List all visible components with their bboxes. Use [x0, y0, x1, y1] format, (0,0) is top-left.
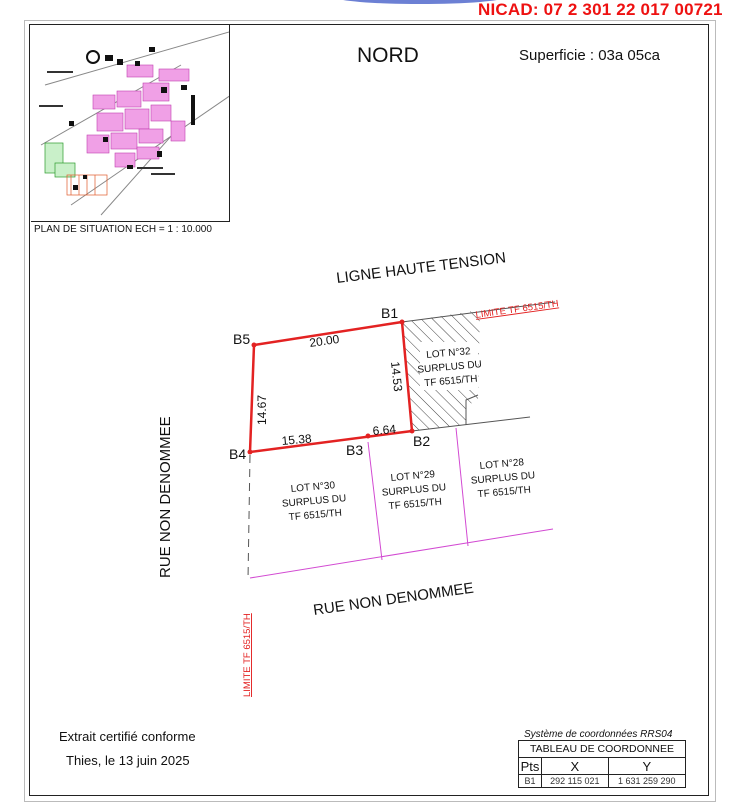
street-south-label: RUE NON DENOMMEE [312, 579, 475, 619]
coordinate-table [518, 740, 686, 788]
coordinate-table-title: TABLEAU DE COORDONNEE [519, 741, 686, 758]
table-row: B1 292 115 021 1 631 259 290 [519, 775, 686, 788]
label-b1: B1 [381, 305, 399, 321]
dim-b1-b2: 14.53 [388, 360, 406, 393]
svg-text:TF 6515/TH: TF 6515/TH [477, 484, 532, 501]
column-x: X [542, 758, 609, 775]
point-b4 [248, 450, 253, 455]
point-b1 [400, 320, 405, 325]
svg-text:LOT N°29: LOT N°29 [390, 469, 436, 484]
north-label: NORD [357, 44, 419, 67]
svg-text:TF 6515/TH: TF 6515/TH [388, 496, 443, 513]
boundary-top-label: LIMITE TF 6515/TH [474, 298, 560, 321]
place-date-text: Thies, le 13 juin 2025 [66, 753, 190, 768]
surface-area: Superficie : 03a 05ca [519, 47, 660, 64]
street-west-label: RUE NON DENOMMEE [157, 416, 174, 578]
svg-text:LOT N°30: LOT N°30 [290, 480, 336, 495]
svg-text:LOT N°28: LOT N°28 [479, 457, 525, 472]
coordinate-system: Système de coordonnées RRS04 [524, 729, 673, 740]
svg-text:LOT N°32: LOT N°32 [425, 346, 472, 361]
svg-text:SURPLUS DU: SURPLUS DU [381, 482, 447, 499]
lot-29-label [380, 468, 448, 512]
power-line-label: LIGNE HAUTE TENSION [335, 249, 507, 287]
boundary-left-label: LIMITE TF 6515/TH [242, 613, 253, 697]
dim-b5-b1: 20.00 [308, 331, 341, 350]
column-points: Pts [519, 758, 542, 775]
label-b5: B5 [233, 331, 251, 347]
column-y: Y [608, 758, 685, 775]
label-b4: B4 [229, 446, 247, 462]
situation-scale-label: PLAN DE SITUATION ECH = 1 : 10.000 [34, 224, 212, 235]
svg-text:TF 6515/TH: TF 6515/TH [288, 507, 343, 524]
svg-text:SURPLUS DU: SURPLUS DU [417, 359, 483, 376]
dim-b3-b2: 6.64 [372, 422, 397, 438]
nicad-number: NICAD: 07 2 301 22 017 00721 [478, 0, 723, 19]
svg-text:SURPLUS DU: SURPLUS DU [281, 493, 347, 510]
point-b3 [366, 434, 371, 439]
lot-30-label [280, 479, 348, 523]
svg-text:SURPLUS DU: SURPLUS DU [470, 470, 536, 487]
west-limit-dashed [248, 455, 250, 580]
dim-b4-b3: 15.38 [281, 431, 313, 448]
dim-b4-b5: 14.67 [255, 394, 269, 425]
label-b2: B2 [413, 433, 431, 449]
svg-text:TF 6515/TH: TF 6515/TH [423, 373, 478, 390]
certified-copy-text: Extrait certifié conforme [59, 729, 196, 744]
lot-28-label [469, 456, 537, 500]
label-b3: B3 [346, 442, 364, 458]
point-b5 [252, 343, 257, 348]
